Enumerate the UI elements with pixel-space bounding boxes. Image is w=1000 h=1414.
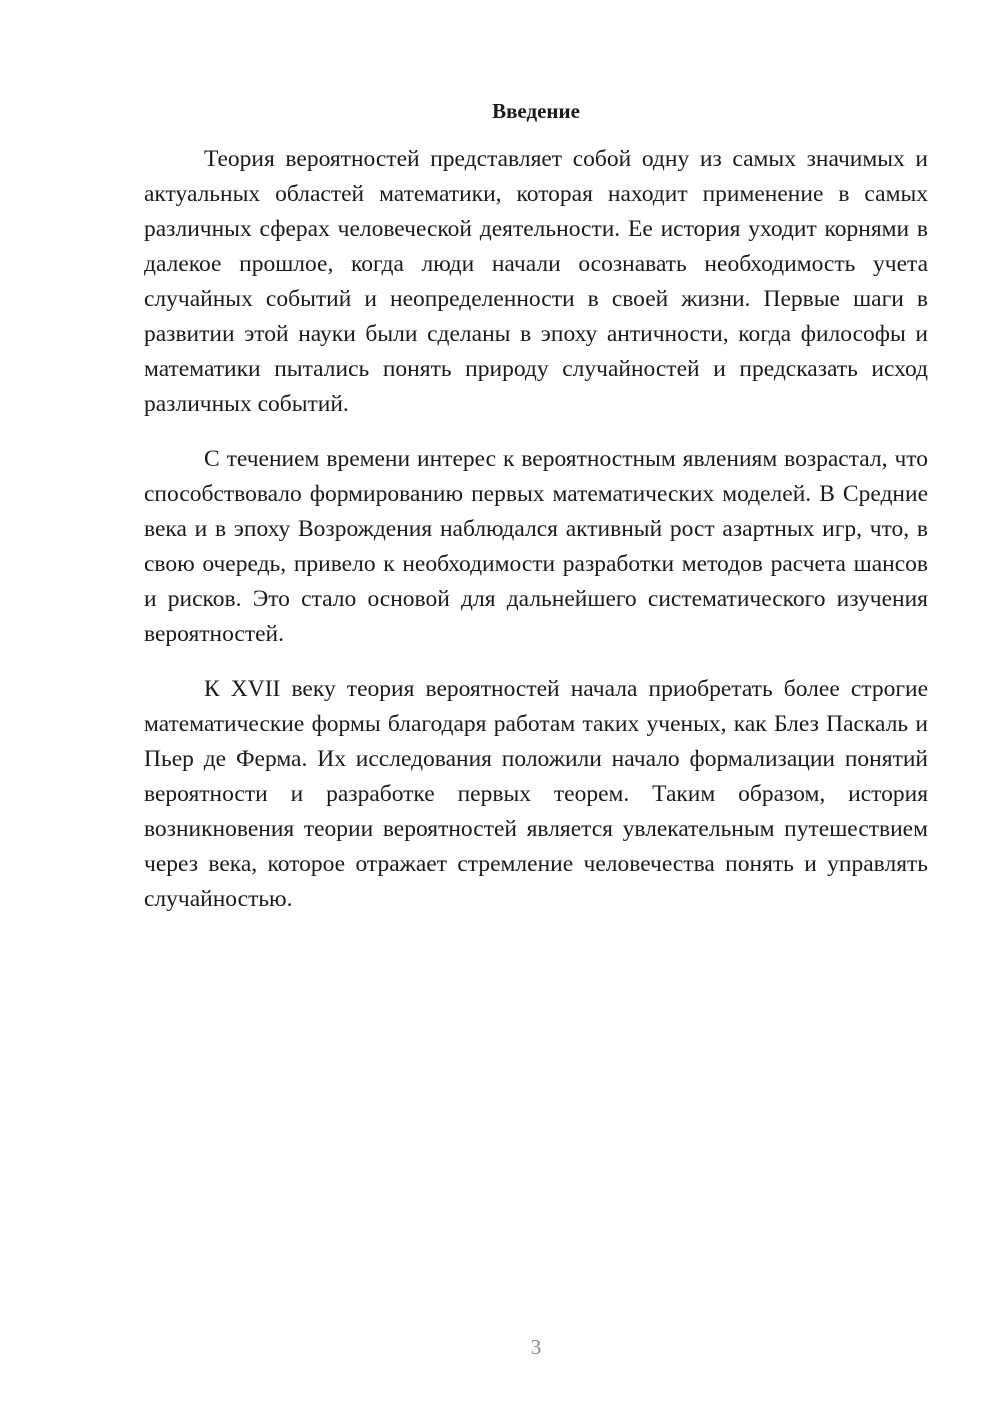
body-text [144, 142, 928, 937]
paragraph-1: Теория вероятностей представляет собой одну из самых значимых и актуальных областей математики, которая находит применение в самых различных сферах человеческой деятельности. Ее история уходит корнями в далекое прошлое, когда люди начали осознавать необходимость учета случайных событий и неопределенности в своей жизни. Первые шаги в развитии этой науки были сделаны в эпоху античности, когда философы и математики пытались понять природу случайностей и предсказать исход различных событий. [144, 146, 928, 417]
page-title: Введение [492, 99, 580, 123]
page-number: 3 [530, 1335, 542, 1359]
paragraph-2: С течением времени интерес к вероятностным явлениям возрастал, что способствовало формированию первых математических моделей. В Средние века и в эпоху Возрождения наблюдался активный рост азартных игр, что, в свою очередь, привело к необходимости разработки методов расчета шансов и рисков. Это стало основой для дальнейшего систематического изучения вероятностей. [144, 446, 928, 647]
paragraph-3: К XVII веку теория вероятностей начала приобретать более строгие математические формы благодаря работам таких ученых, как Блез Паскаль и Пьер де Ферма. Их исследования положили начало формализации понятий вероятности и разработке первых теорем. Таким образом, история возникновения теории вероятностей является увлекательным путешествием через века, которое отражает стремление человечества понять и управлять случайностью. [144, 676, 928, 912]
